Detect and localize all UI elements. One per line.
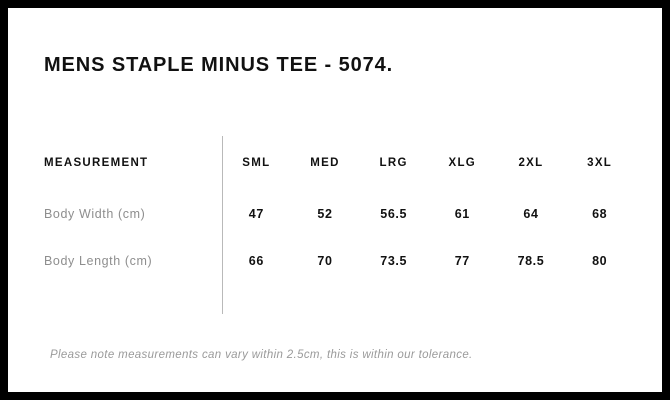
cell-body-width-xlg: 61 <box>454 206 470 221</box>
cell-body-length-sml: 66 <box>248 253 264 268</box>
column-header-xlg: XLG <box>448 157 477 169</box>
column-header-lrg: LRG <box>379 157 408 169</box>
column-header-3xl: 3XL <box>587 157 613 169</box>
cell-body-length-3xl: 80 <box>592 253 608 268</box>
column-header-sml: SML <box>242 157 271 169</box>
cell-body-width-sml: 47 <box>248 206 264 221</box>
page-title: MENS STAPLE MINUS TEE - 5074. <box>44 54 394 76</box>
cell-body-length-xlg: 77 <box>454 253 470 268</box>
table-header-row <box>44 136 634 190</box>
row-label-body-width: Body Width (cm) <box>44 206 146 221</box>
size-table-container <box>44 136 634 284</box>
cell-body-width-2xl: 64 <box>523 206 539 221</box>
table-vertical-divider <box>222 136 223 314</box>
tolerance-note: Please note measurements can vary within 2.5cm, this is within our tolerance. <box>50 349 473 361</box>
column-header-2xl: 2XL <box>518 157 544 169</box>
cell-body-length-med: 70 <box>317 253 333 268</box>
table-row <box>44 190 634 237</box>
column-header-med: MED <box>310 157 340 169</box>
column-header-measurement: MEASUREMENT <box>44 157 149 169</box>
size-table <box>44 136 634 284</box>
table-row <box>44 237 634 284</box>
cell-body-length-lrg: 73.5 <box>380 253 407 268</box>
cell-body-width-med: 52 <box>317 206 333 221</box>
row-label-body-length: Body Length (cm) <box>44 253 153 268</box>
cell-body-width-lrg: 56.5 <box>380 206 407 221</box>
cell-body-width-3xl: 68 <box>592 206 608 221</box>
size-chart-page <box>8 8 662 392</box>
cell-body-length-2xl: 78.5 <box>517 253 545 268</box>
